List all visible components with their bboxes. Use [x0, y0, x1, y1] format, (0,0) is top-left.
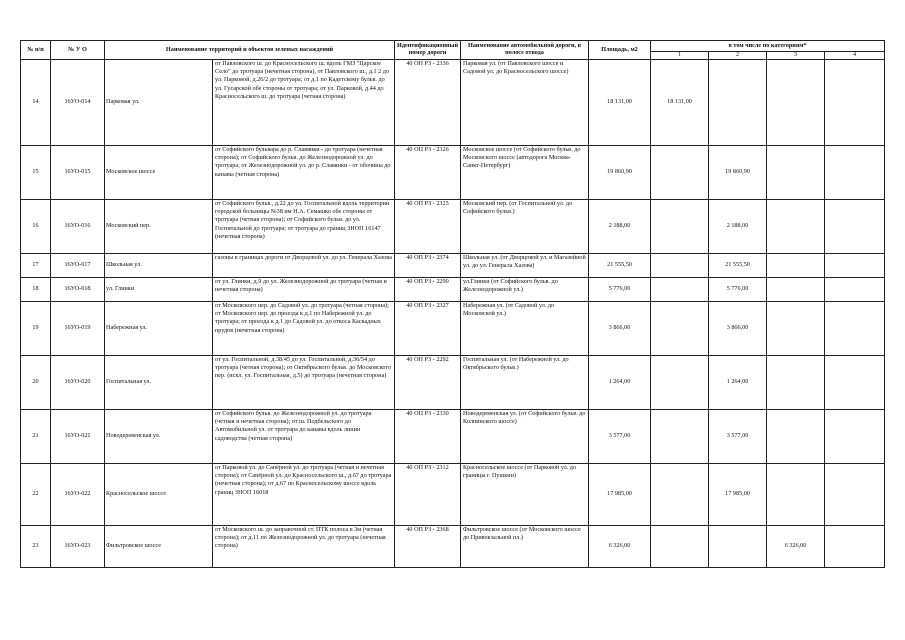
- table-row: [21, 526, 885, 568]
- row-road-id: 40 ОП РЗ - 2374: [395, 254, 461, 278]
- row-road-id: 40 ОП РЗ - 2312: [395, 464, 461, 526]
- row-road-name: Парковая ул. (от Павловского шоссе и Садовой ул. до Красносельского шоссе): [461, 60, 589, 146]
- row-boundary-description: от Софийского бульв., д.22 до ул. Госпитальной вдоль территории городской больницы №38 им Н.А. Семашко обе стороны от тротуара (четная сторона); от Софийского бульв. до ул. Госпитальной до тротуара; от тротуара до границ ЗНОП 16147 (нечетная сторона): [213, 200, 395, 254]
- row-category-1: 18 131,00: [651, 60, 709, 146]
- table-row: [21, 356, 885, 410]
- row-area: 17 985,00: [589, 464, 651, 526]
- row-road-id: 40 ОП РЗ - 2292: [395, 356, 461, 410]
- row-uo-code: 16УО-020: [51, 356, 105, 410]
- row-boundary-description: от ул. Госпитальной, д.38/45 до ул. Госпитальной, д.36/54 до тротуара (четная сторона); от Октябрьского бульв. до Московского пер. (искл. ул. Госпитальная, д.5) до тротуара (нечетная сторона): [213, 356, 395, 410]
- row-area: 21 555,50: [589, 254, 651, 278]
- row-category-4: [825, 60, 885, 146]
- row-num: 19: [21, 302, 51, 356]
- row-num: 18: [21, 278, 51, 302]
- row-category-3: [767, 60, 825, 146]
- row-num: 15: [21, 146, 51, 200]
- table-row: [21, 60, 885, 146]
- row-road-id: 40 ОП РЗ - 2330: [395, 410, 461, 464]
- table-row: [21, 200, 885, 254]
- row-category-2: 3 577,00: [709, 410, 767, 464]
- row-object-name: Набережная ул.: [105, 302, 213, 356]
- row-object-name: Красносельское шоссе: [105, 464, 213, 526]
- row-category-4: [825, 200, 885, 254]
- table-row: [21, 146, 885, 200]
- row-area: 2 188,00: [589, 200, 651, 254]
- row-num: 14: [21, 60, 51, 146]
- row-boundary-description: от ул. Глинки, д.9 до ул. Железнодорожной до тротуара (четная и нечетная сторона): [213, 278, 395, 302]
- row-boundary-description: от Софийского бульвара до р. Славянки - до тротуара (нечетная сторона); от Софийского бульв. до Железнодорожной ул. до тротуара; от Железнодорожной ул. до р. Славянки - от обочины до канавы (четная сторона): [213, 146, 395, 200]
- row-category-1: [651, 464, 709, 526]
- row-category-3: [767, 254, 825, 278]
- row-category-2: 3 866,00: [709, 302, 767, 356]
- row-category-4: [825, 278, 885, 302]
- row-category-1: [651, 146, 709, 200]
- row-category-1: [651, 356, 709, 410]
- row-category-2: [709, 60, 767, 146]
- row-category-2: 21 555,50: [709, 254, 767, 278]
- row-category-4: [825, 302, 885, 356]
- row-object-name: Школьная ул.: [105, 254, 213, 278]
- row-area: 1 264,00: [589, 356, 651, 410]
- row-category-2: 2 188,00: [709, 200, 767, 254]
- header-cat-1: 1: [651, 52, 709, 60]
- row-uo-code: 16УО-015: [51, 146, 105, 200]
- table-row: [21, 302, 885, 356]
- row-boundary-description: газоны в границах дороги от Дворцовой ул. до ул. Генерала Хазова: [213, 254, 395, 278]
- row-category-4: [825, 356, 885, 410]
- row-road-name: Московское шоссе (от Софийского бульв. до Московского шоссе (автодорога Москва-Санкт-Петербург): [461, 146, 589, 200]
- row-category-4: [825, 410, 885, 464]
- header-name: Наименование территорий и объектов зеленых насаждений: [105, 41, 395, 60]
- row-boundary-description: от Павловского ш. до Красносельского ш. вдоль ГМЗ "Царское Село" до тротуара (нечетная сторона), от Павловского ш., д.1 2 до ул. Парковой, д.26/2 до тротуара; от д.1 по Кадетскому бульв. до ул. Гусарской обе стороны от тротуара; от ул. Парковой, д.44 до Красносельского ш. до тротуара (четная сторона): [213, 60, 395, 146]
- row-category-1: [651, 254, 709, 278]
- row-road-id: 40 ОП РЗ - 2325: [395, 200, 461, 254]
- header-cat-4: 4: [825, 52, 885, 60]
- row-road-name: ул.Глинки (от Софийского бульв. до Железнодорожной ул.): [461, 278, 589, 302]
- header-uo: № У О: [51, 41, 105, 60]
- row-boundary-description: от Софийского бульв. до Железнодорожной ул. до тротуара (четная и нечетная сторона); от ш. Подбельского до Автомобильной ул. от тротуара до канавы вдоль линии садоводства (четная сторона): [213, 410, 395, 464]
- row-object-name: Новодеревенская ул.: [105, 410, 213, 464]
- row-area: 6 326,00: [589, 526, 651, 568]
- row-road-name: Фильтровское шоссе (от Московского шоссе до Привокзальной пл.): [461, 526, 589, 568]
- row-category-4: [825, 464, 885, 526]
- row-category-2: 17 985,00: [709, 464, 767, 526]
- row-category-2: [709, 526, 767, 568]
- row-num: 23: [21, 526, 51, 568]
- header-cat-2: 2: [709, 52, 767, 60]
- row-category-3: [767, 356, 825, 410]
- row-road-name: Новодеревенская ул. (от Софийского бульв. до Колпинского шоссе): [461, 410, 589, 464]
- row-category-3: [767, 302, 825, 356]
- table-row: [21, 464, 885, 526]
- row-area: 19 860,90: [589, 146, 651, 200]
- row-uo-code: 16УО-016: [51, 200, 105, 254]
- row-category-1: [651, 278, 709, 302]
- header-road-id: Идентификационный номер дороги: [395, 41, 461, 60]
- row-object-name: Госпитальная ул.: [105, 356, 213, 410]
- row-category-4: [825, 254, 885, 278]
- row-uo-code: 16УО-023: [51, 526, 105, 568]
- row-category-1: [651, 410, 709, 464]
- green-areas-table: [20, 40, 885, 568]
- row-category-1: [651, 526, 709, 568]
- row-road-id: 40 ОП РЗ - 2368: [395, 526, 461, 568]
- table-row: [21, 410, 885, 464]
- row-boundary-description: от Парковой ул. до Сапёрной ул. до тротуара (четная и нечетная сторона); от Сапёрной ул. до Красносельского ш., д.67 до тротуара (нечетная сторона); от д.67 по Красносельскому шоссе вдоль границ ЗНОП 16018: [213, 464, 395, 526]
- row-category-4: [825, 146, 885, 200]
- row-category-1: [651, 200, 709, 254]
- table-row: [21, 278, 885, 302]
- row-object-name: Парковая ул.: [105, 60, 213, 146]
- row-uo-code: 16УО-019: [51, 302, 105, 356]
- row-category-3: [767, 278, 825, 302]
- row-category-3: 6 326,00: [767, 526, 825, 568]
- table-row: [21, 254, 885, 278]
- row-road-id: 40 ОП РЗ - 2336: [395, 60, 461, 146]
- row-road-name: Школьная ул. (от Дворцовой ул. и Магазейной ул. до ул. Генерала Хазова): [461, 254, 589, 278]
- row-num: 22: [21, 464, 51, 526]
- row-boundary-description: от Московского ш. до заправочной ст. ПТК полоса в 3м (четная сторона); от д.11 по Железнодорожной ул. до тротуара (нечетная сторона): [213, 526, 395, 568]
- row-area: 3 866,00: [589, 302, 651, 356]
- row-road-id: 40 ОП РЗ - 2326: [395, 146, 461, 200]
- row-object-name: ул. Глинки: [105, 278, 213, 302]
- row-category-2: 19 860,90: [709, 146, 767, 200]
- row-uo-code: 16УО-018: [51, 278, 105, 302]
- row-category-1: [651, 302, 709, 356]
- row-area: 3 577,00: [589, 410, 651, 464]
- row-road-name: Красносельское шоссе (от Парковой ул. до границы г. Пушкин): [461, 464, 589, 526]
- row-object-name: Московское шоссе: [105, 146, 213, 200]
- header-num: № п/п: [21, 41, 51, 60]
- row-boundary-description: от Московского пер. до Садовой ул. до тротуара (четная сторона); от Московского пер. до проезда к д.1 по Набережной ул. до тротуара; от проезда к д.1 до Садовой ул. до откоса Каскадных прудов (нечетная сторона): [213, 302, 395, 356]
- row-category-3: [767, 464, 825, 526]
- header-categories: в том числе по категориям*: [651, 41, 885, 52]
- row-category-4: [825, 526, 885, 568]
- row-road-name: Набережная ул. (от Садовой ул. до Московской ул.): [461, 302, 589, 356]
- row-num: 16: [21, 200, 51, 254]
- row-category-2: 5 776,00: [709, 278, 767, 302]
- header-road-name: Наименование автомобильной дороги, в полосе отвода: [461, 41, 589, 60]
- row-num: 21: [21, 410, 51, 464]
- row-num: 17: [21, 254, 51, 278]
- row-road-name: Госпитальная ул. (от Набережной ул. до Октябрьского бульв.): [461, 356, 589, 410]
- row-area: 18 131,00: [589, 60, 651, 146]
- row-road-name: Московский пер. (от Госпитальной ул. до Софийского бульв.): [461, 200, 589, 254]
- row-road-id: 40 ОП РЗ - 2290: [395, 278, 461, 302]
- row-area: 5 776,00: [589, 278, 651, 302]
- row-uo-code: 16УО-022: [51, 464, 105, 526]
- row-num: 20: [21, 356, 51, 410]
- header-cat-3: 3: [767, 52, 825, 60]
- row-uo-code: 16УО-014: [51, 60, 105, 146]
- register-sheet: [20, 40, 885, 568]
- row-road-id: 40 ОП РЗ - 2327: [395, 302, 461, 356]
- header-row: [21, 41, 885, 52]
- row-category-2: 1 264,00: [709, 356, 767, 410]
- row-uo-code: 16УО-021: [51, 410, 105, 464]
- row-category-3: [767, 200, 825, 254]
- row-category-3: [767, 410, 825, 464]
- row-uo-code: 16УО-017: [51, 254, 105, 278]
- row-object-name: Московский пер.: [105, 200, 213, 254]
- header-area: Площадь, м2: [589, 41, 651, 60]
- row-category-3: [767, 146, 825, 200]
- row-object-name: Фильтровское шоссе: [105, 526, 213, 568]
